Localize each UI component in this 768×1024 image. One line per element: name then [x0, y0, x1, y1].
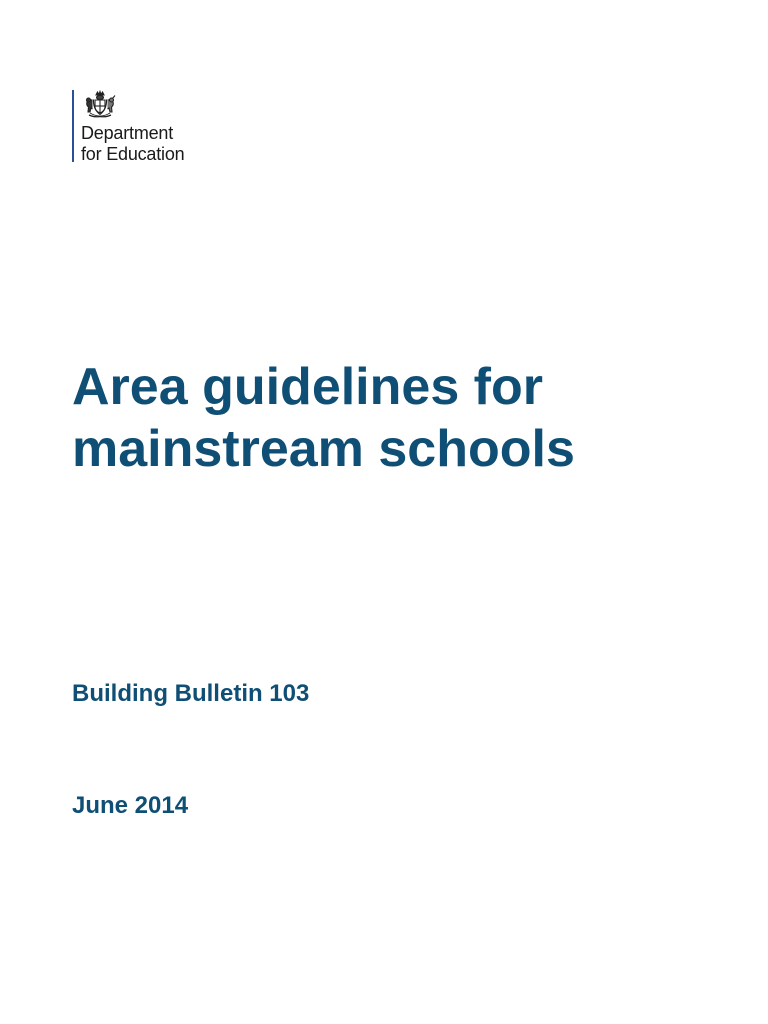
department-logo: [72, 90, 208, 190]
royal-coat-of-arms-icon: [80, 90, 120, 120]
department-name-line2: for Education: [81, 144, 185, 164]
document-subtitle: Building Bulletin 103: [72, 680, 310, 707]
department-name-line1: Department: [81, 123, 174, 143]
document-title: [72, 356, 575, 480]
document-title-line1: Area guidelines for: [72, 358, 543, 416]
document-title-line2: mainstream schools: [72, 420, 575, 478]
logo-rule: [72, 90, 74, 162]
publication-date: June 2014: [72, 792, 189, 819]
department-name: [81, 123, 184, 165]
